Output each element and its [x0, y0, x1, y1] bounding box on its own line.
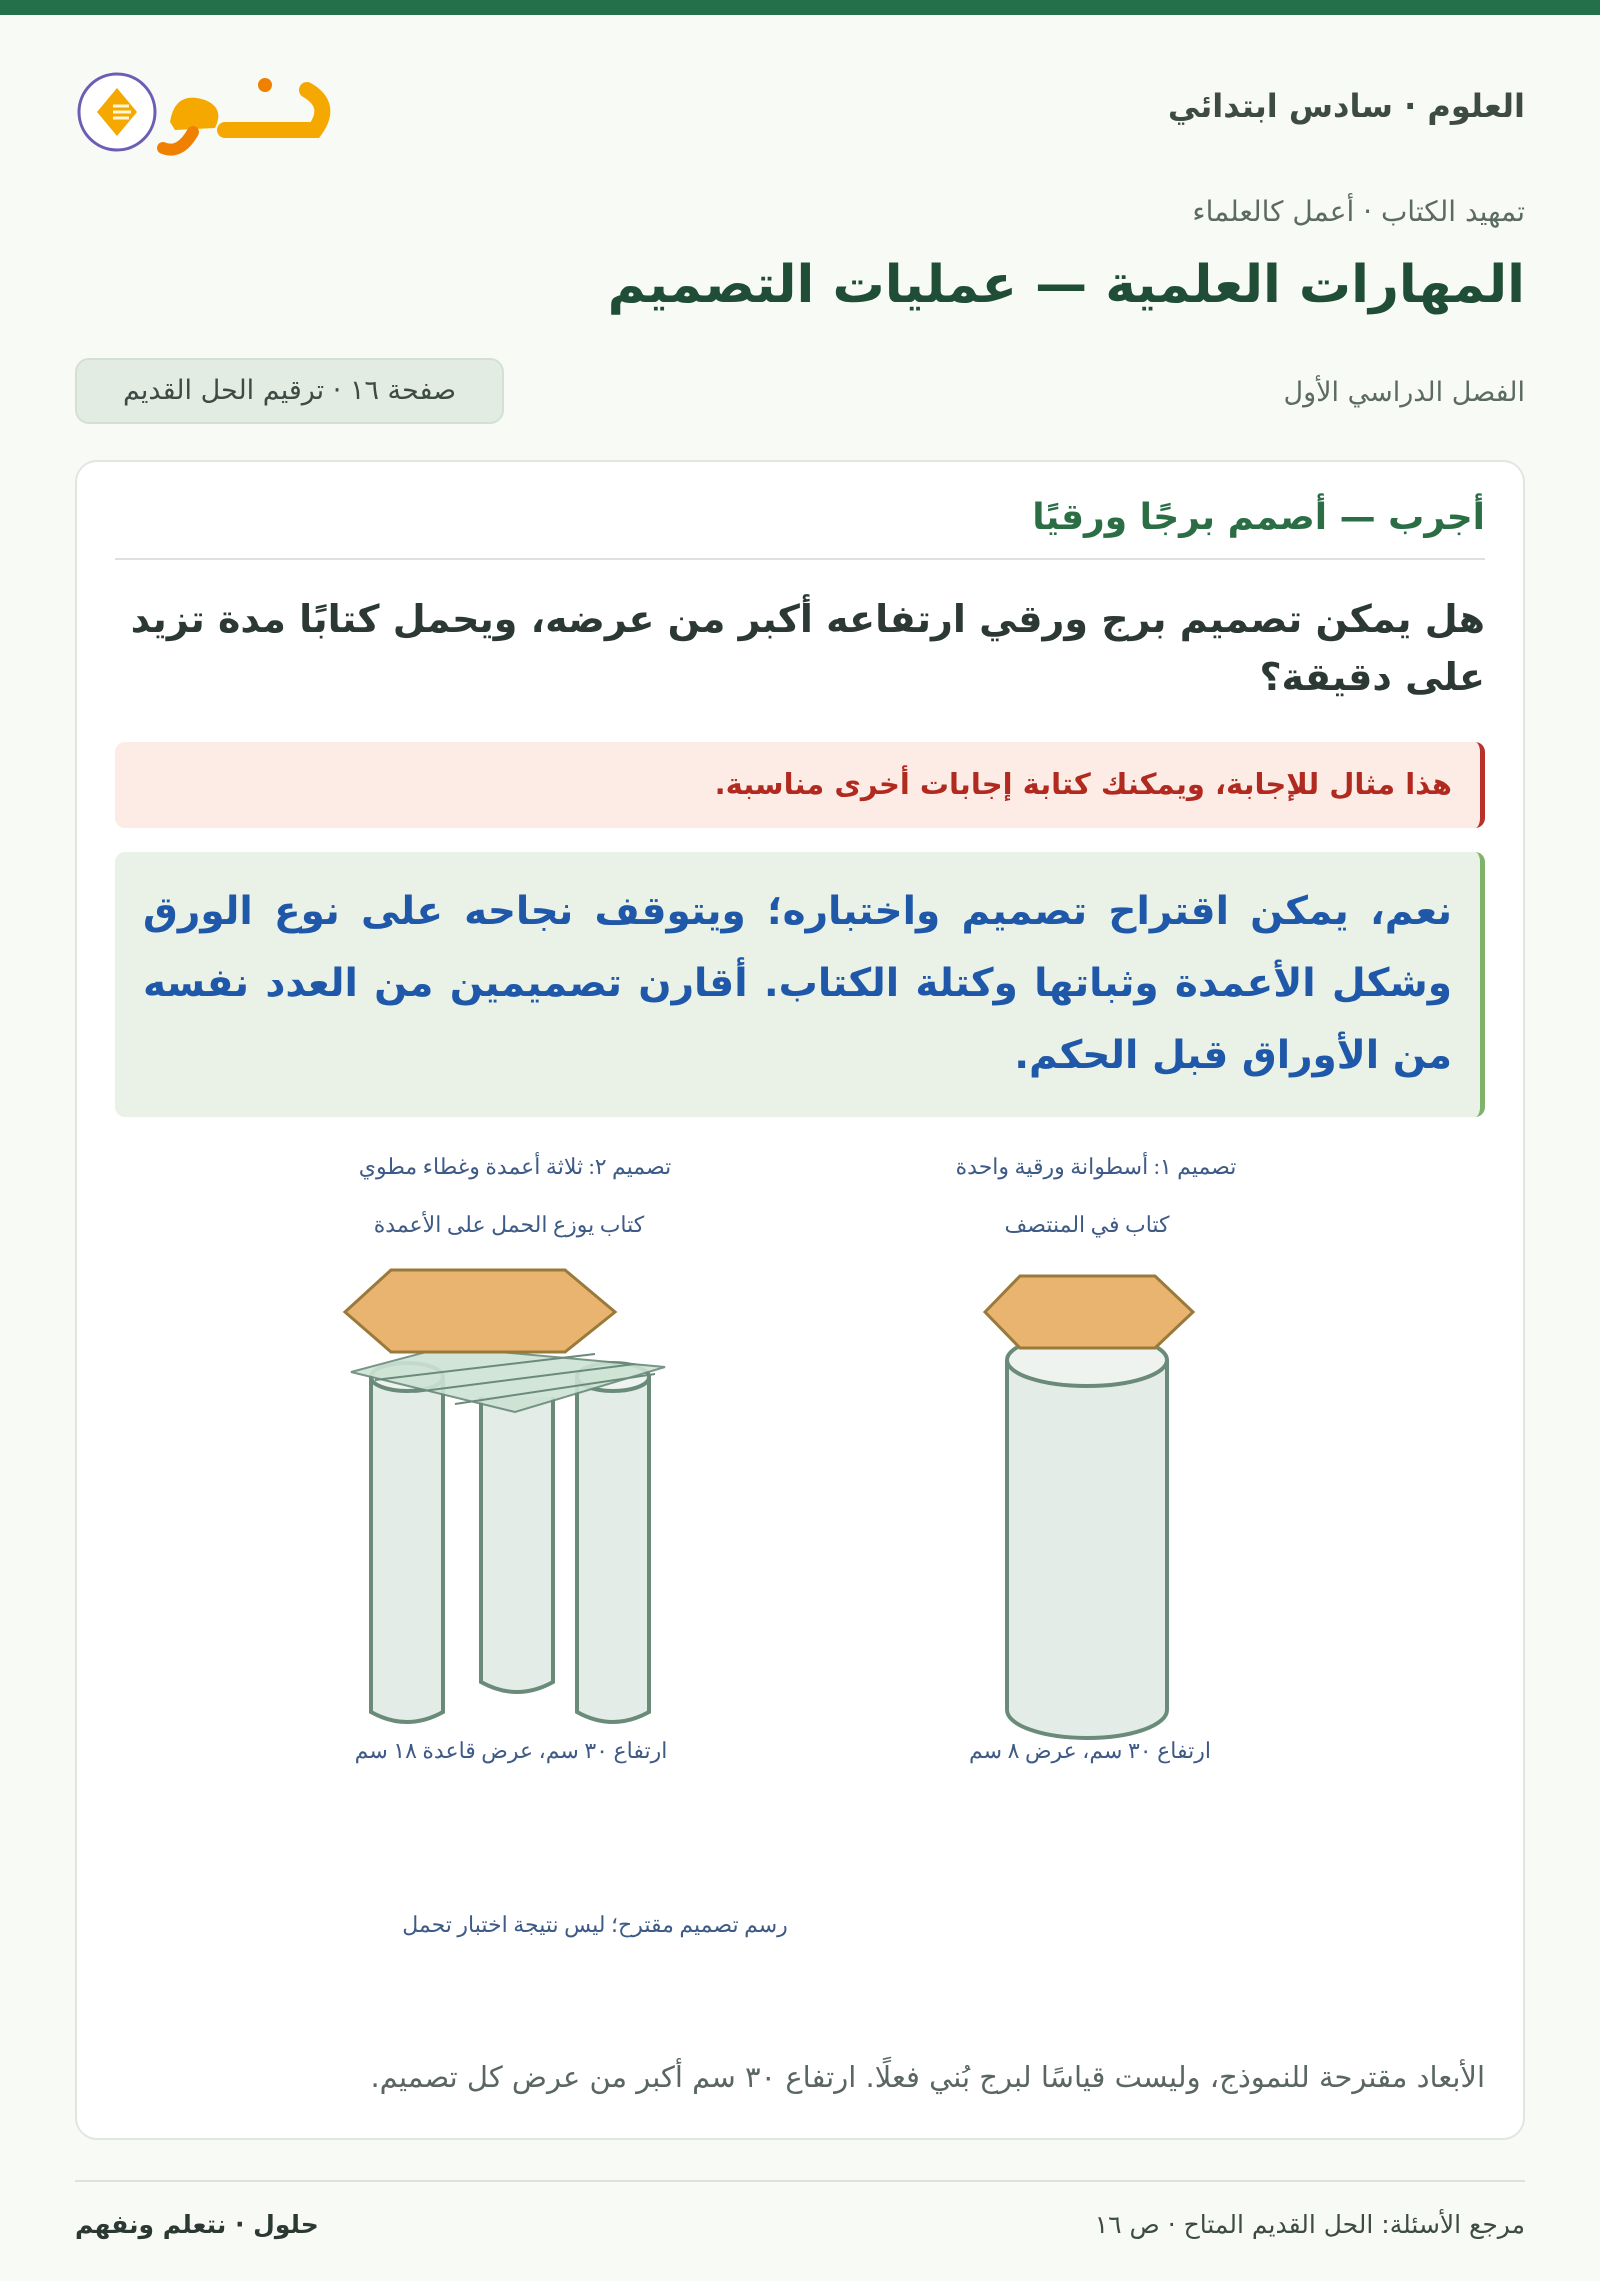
design2-subtitle: كتاب يوزع الحمل على الأعمدة — [373, 1212, 645, 1237]
page-header — [75, 60, 1525, 160]
design2-column-right — [577, 1377, 649, 1722]
brand-logo[interactable] — [75, 60, 335, 160]
answer-box: نعم، يمكن اقتراح تصميم واختباره؛ ويتوقف نجاحه على نوع الورق وشكل الأعمدة وثباتها وكتلة الكتاب. أقارن تصميمين من العدد نفسه من الأوراق قبل الحكم. — [115, 852, 1485, 1117]
design1-title: تصميم ١: أسطوانة ورقية واحدة — [955, 1154, 1237, 1179]
figure-caption-wrap — [115, 1902, 1487, 1942]
question-text: هل يمكن تصميم برج ورقي ارتفاعه أكبر من عرضه، ويحمل كتابًا مدة تزيد على دقيقة؟ — [130, 597, 1485, 699]
book-in-circle-icon — [79, 74, 155, 150]
figure-caption: رسم تصميم مقترح؛ ليس نتيجة اختبار تحمل — [402, 1912, 788, 1937]
design2-column-left — [371, 1377, 443, 1722]
dimensions-footnote: الأبعاد مقترحة للنموذج، وليست قياسًا لبرج بُني فعلًا. ارتفاع ٣٠ سم أكبر من عرض كل تصميم. — [370, 2060, 1485, 2094]
design2-dimensions: ارتفاع ٣٠ سم، عرض قاعدة ١٨ سم — [354, 1738, 668, 1763]
footer-brand: حلول · نتعلم ونفهم — [75, 2210, 319, 2239]
footer-reference: مرجع الأسئلة: الحل القديم المتاح · ص ١٦ — [1094, 2210, 1525, 2239]
tower-designs-figure — [115, 1142, 1487, 1802]
heading-divider — [115, 558, 1485, 560]
design1-subtitle: كتاب في المنتصف — [1004, 1212, 1170, 1237]
subject-label: العلوم · سادس ابتدائي — [1167, 87, 1525, 125]
sample-answer-note: هذا مثال للإجابة، ويمكنك كتابة إجابات أخرى مناسبة. — [115, 742, 1485, 828]
design2-book — [345, 1270, 615, 1352]
design2-drawing — [345, 1270, 665, 1722]
top-accent-bar — [0, 0, 1600, 15]
design1-dimensions: ارتفاع ٣٠ سم، عرض ٨ سم — [969, 1738, 1211, 1763]
design2-column-middle — [481, 1397, 553, 1692]
design1-drawing — [985, 1276, 1193, 1738]
activity-card — [75, 460, 1525, 2140]
activity-heading: أجرب — أصمم برجًا ورقيًا — [1032, 497, 1485, 538]
design1-book — [985, 1276, 1193, 1348]
footer-divider — [75, 2180, 1525, 2182]
page-badge: صفحة ١٦ · ترقيم الحل القديم — [75, 358, 504, 424]
semester-label: الفصل الدراسي الأول — [1283, 377, 1525, 408]
page-title: المهارات العلمية — عمليات التصميم — [607, 255, 1525, 315]
breadcrumb: تمهيد الكتاب · أعمل كالعلماء — [1192, 195, 1525, 228]
logo-wordmark — [163, 78, 322, 150]
design2-title: تصميم ٢: ثلاثة أعمدة وغطاء مطوي — [358, 1154, 672, 1179]
